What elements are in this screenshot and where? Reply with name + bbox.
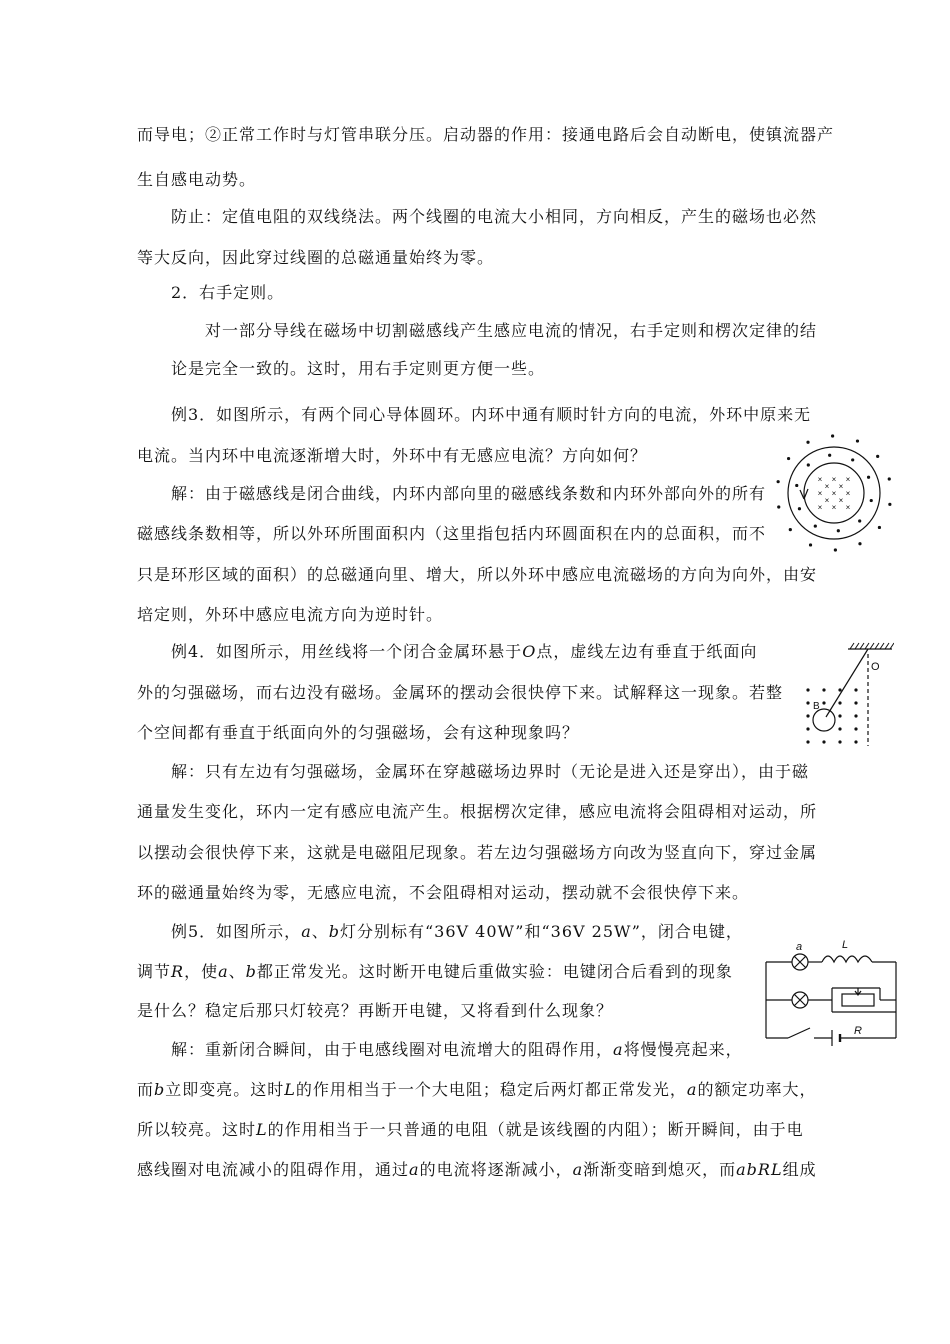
lamp-a-label: a [796, 941, 803, 953]
example-5-line-1 [171, 922, 743, 942]
field-cross: × [824, 496, 830, 505]
field-cross: × [817, 475, 823, 484]
example-4-line-3: 个空间都有垂直于纸面向外的匀强磁场，会有这种现象吗？ [137, 723, 580, 742]
hatch-line [850, 643, 854, 649]
section-heading-right-hand-rule: 2．右手定则。 [171, 283, 285, 302]
example-3-line-1: 例3．如图所示，有两个同心导体圆环。内环中通有顺时针方向的电流，外环中原来无 [171, 405, 812, 424]
example-4-line-2: 外的匀强磁场，而右边没有磁场。金属环的摆动会很快停下来。试解释这一现象。若整 [137, 683, 784, 702]
field-dot [878, 526, 881, 529]
field-dot [806, 441, 809, 444]
hatch-line [870, 643, 874, 649]
ring-b-label: B [813, 701, 820, 712]
ceiling-hatch [850, 643, 894, 649]
example-5-line-2 [137, 962, 733, 982]
field-dot [854, 701, 857, 704]
field-dot [856, 439, 859, 442]
field-dot [814, 524, 817, 527]
field-dot [807, 463, 810, 466]
text-segment: 的电流将逐渐减小， [419, 1160, 573, 1179]
var-a: a [409, 1160, 420, 1179]
concentric-rings-figure [775, 432, 897, 558]
var-b: b [154, 1080, 166, 1099]
var-r: R [171, 962, 185, 981]
field-dot [806, 688, 809, 691]
field-cross: × [838, 496, 844, 505]
field-dot [828, 454, 831, 457]
text-segment: 组成 [782, 1160, 817, 1179]
field-dot [858, 542, 861, 545]
example-5-solution-3 [137, 1120, 804, 1140]
field-dot [822, 740, 825, 743]
example-3-solution-4: 培定则，外环中感应电流方向为逆时针。 [137, 605, 444, 624]
field-cross: × [831, 475, 837, 484]
field-dot [888, 477, 891, 480]
field-dot [806, 714, 809, 717]
var-abrl: abRL [736, 1160, 783, 1179]
text-segment: 、 [311, 922, 329, 941]
text-line-1: 而导电；②正常工作时与灯管串联分压。启动器的作用：接通电路后会自动断电，使镇流器产 [137, 125, 835, 144]
field-dot [854, 740, 857, 743]
field-dot [809, 543, 812, 546]
var-a: a [301, 922, 312, 941]
point-o-label: O [871, 661, 880, 673]
example-4-solution-4: 环的磁通量始终为零，无感应电流，不会阻碍相对运动，摆动就不会很快停下来。 [137, 883, 750, 902]
text-segment: 感线圈对电流减小的阻碍作用，通过 [137, 1160, 410, 1179]
field-dot [854, 688, 857, 691]
text-segment: 灯分别标有“36V 40W”和“36V 25W”，闭合电键， [340, 922, 743, 941]
field-cross: × [845, 489, 851, 498]
example-4-solution-3: 以摆动会很快停下来，这就是电磁阻尼现象。若左边匀强磁场方向改为竖直向下，穿过金属 [137, 843, 818, 862]
field-dot [851, 458, 854, 461]
field-dot [822, 688, 825, 691]
text-segment: 例4．如图所示，用丝线将一个闭合金属环悬于 [171, 642, 523, 661]
field-dot [822, 701, 825, 704]
field-dot [787, 457, 790, 460]
field-dot [867, 476, 870, 479]
text-segment: 调节 [137, 962, 172, 981]
field-cross: × [817, 503, 823, 512]
text-line-2: 生自感电动势。 [137, 170, 257, 189]
text-segment: 的作用相当于一只普通的电阻（就是该线圈的内阻）；断开瞬间，由于电 [267, 1120, 804, 1139]
example-3-solution-3: 只是环形区域的面积）的总磁通向里、增大，所以外环中感应电流磁场的方向为向外，由安 [137, 565, 818, 584]
field-dot [838, 740, 841, 743]
text-segment: 将慢慢亮起来， [623, 1040, 743, 1059]
lamp-a-cross [794, 956, 806, 968]
text-segment: 的额定功率大， [697, 1080, 817, 1099]
var-l: L [256, 1120, 268, 1139]
var-l: L [284, 1080, 296, 1099]
inductor-coil-icon [822, 956, 872, 962]
text-line-7: 论是完全一致的。这时，用右手定则更方便一些。 [171, 359, 546, 378]
example-4-solution-1: 解：只有左边有匀强磁场，金属环在穿越磁场边界时（无论是进入还是穿出），由于磁 [171, 762, 810, 781]
field-dot [838, 701, 841, 704]
field-dot [795, 484, 798, 487]
field-cross: × [831, 503, 837, 512]
field-cross: × [831, 489, 837, 498]
field-cross: × [817, 489, 823, 498]
example-3-solution-2: 磁感线条数相等，所以外环所围面积内（这里指包括内环圆面积在内的总面积，而不 [137, 524, 767, 543]
inductor-l-label: L [842, 939, 849, 951]
field-cross: × [838, 482, 844, 491]
text-line-6: 对一部分导线在磁场中切割磁感线产生感应电流的情况，右手定则和楞次定律的结 [205, 321, 818, 340]
field-dot [831, 434, 834, 437]
hatch-line [890, 643, 894, 649]
text-line-3: 防止：定值电阻的双线绕法。两个线圈的电流大小相同，方向相反，产生的磁场也必然 [171, 207, 818, 226]
field-dot [806, 701, 809, 704]
text-segment: 而 [137, 1080, 155, 1099]
hatch-line [875, 643, 879, 649]
example-5-solution-1 [171, 1040, 743, 1060]
lamp-b-cross [794, 994, 806, 1006]
field-dot [888, 503, 891, 506]
field-dot [837, 529, 840, 532]
text-segment: 的作用相当于一个大电阻；稳定后两灯都正常发光， [295, 1080, 687, 1099]
hatch-line [865, 643, 869, 649]
text-segment: 、 [228, 962, 246, 981]
field-cross: × [845, 503, 851, 512]
field-dot [777, 505, 780, 508]
field-dot [806, 727, 809, 730]
var-a: a [686, 1080, 698, 1099]
text-segment: 解：重新闭合瞬间，由于电感线圈对电流增大的阻碍作用， [171, 1040, 614, 1059]
text-segment: 渐渐变暗到熄灭，而 [583, 1160, 737, 1179]
field-crosses-in [818, 475, 851, 512]
field-dot [876, 455, 879, 458]
field-dot [854, 714, 857, 717]
var-a: a [218, 962, 229, 981]
text-segment: ，使 [184, 962, 219, 981]
text-line-4: 等大反向，因此穿过线圈的总磁通量始终为零。 [137, 248, 495, 267]
example-5-line-3: 是什么？稳定后那只灯较亮？再断开电键，又将看到什么现象？ [137, 1001, 614, 1020]
hatch-line [885, 643, 889, 649]
resistor-r-label: R [854, 1025, 862, 1037]
var-b: b [245, 962, 257, 981]
field-dot [806, 740, 809, 743]
text-segment: 立即变亮。这时 [165, 1080, 285, 1099]
field-dot [854, 727, 857, 730]
hatch-line [880, 643, 884, 649]
field-dot [798, 507, 801, 510]
field-dot [834, 548, 837, 551]
example-3-solution-1: 解：由于磁感线是闭合曲线，内环内部向里的磁感线条数和内环外部向外的所有 [171, 484, 767, 503]
metal-ring [813, 709, 835, 731]
text-segment: 点，虚线左边有垂直于纸面向 [536, 642, 758, 661]
field-dot [789, 528, 792, 531]
example-5-solution-2 [137, 1080, 816, 1100]
field-dot [777, 480, 780, 483]
field-dot [838, 727, 841, 730]
field-cross: × [824, 482, 830, 491]
suspension-thread [826, 649, 868, 717]
example-4-line-1 [171, 642, 757, 662]
example-3-line-2: 电流。当内环中电流逐渐增大时，外环中有无感应电流？方向如何？ [137, 446, 648, 465]
field-dot [858, 519, 861, 522]
field-dot [838, 688, 841, 691]
text-segment: 例5．如图所示， [171, 922, 302, 941]
point-o-label: O [522, 642, 537, 661]
field-cross: × [845, 475, 851, 484]
circuit-figure [762, 938, 900, 1052]
text-segment: 所以较亮。这时 [137, 1120, 257, 1139]
var-a: a [572, 1160, 584, 1179]
hatch-line [855, 643, 859, 649]
example-5-solution-4 [137, 1160, 817, 1180]
field-dot [870, 499, 873, 502]
var-b: b [328, 922, 340, 941]
example-4-solution-2: 通量发生变化，环内一定有感应电流产生。根据楞次定律，感应电流将会阻碍相对运动，所 [137, 802, 818, 821]
switch-lever-icon [788, 1028, 810, 1038]
pendulum-figure [802, 640, 894, 754]
hatch-line [860, 643, 864, 649]
text-segment: 都正常发光。这时断开电键后重做实验：电键闭合后看到的现象 [256, 962, 733, 981]
var-a: a [613, 1040, 624, 1059]
field-dot [838, 714, 841, 717]
